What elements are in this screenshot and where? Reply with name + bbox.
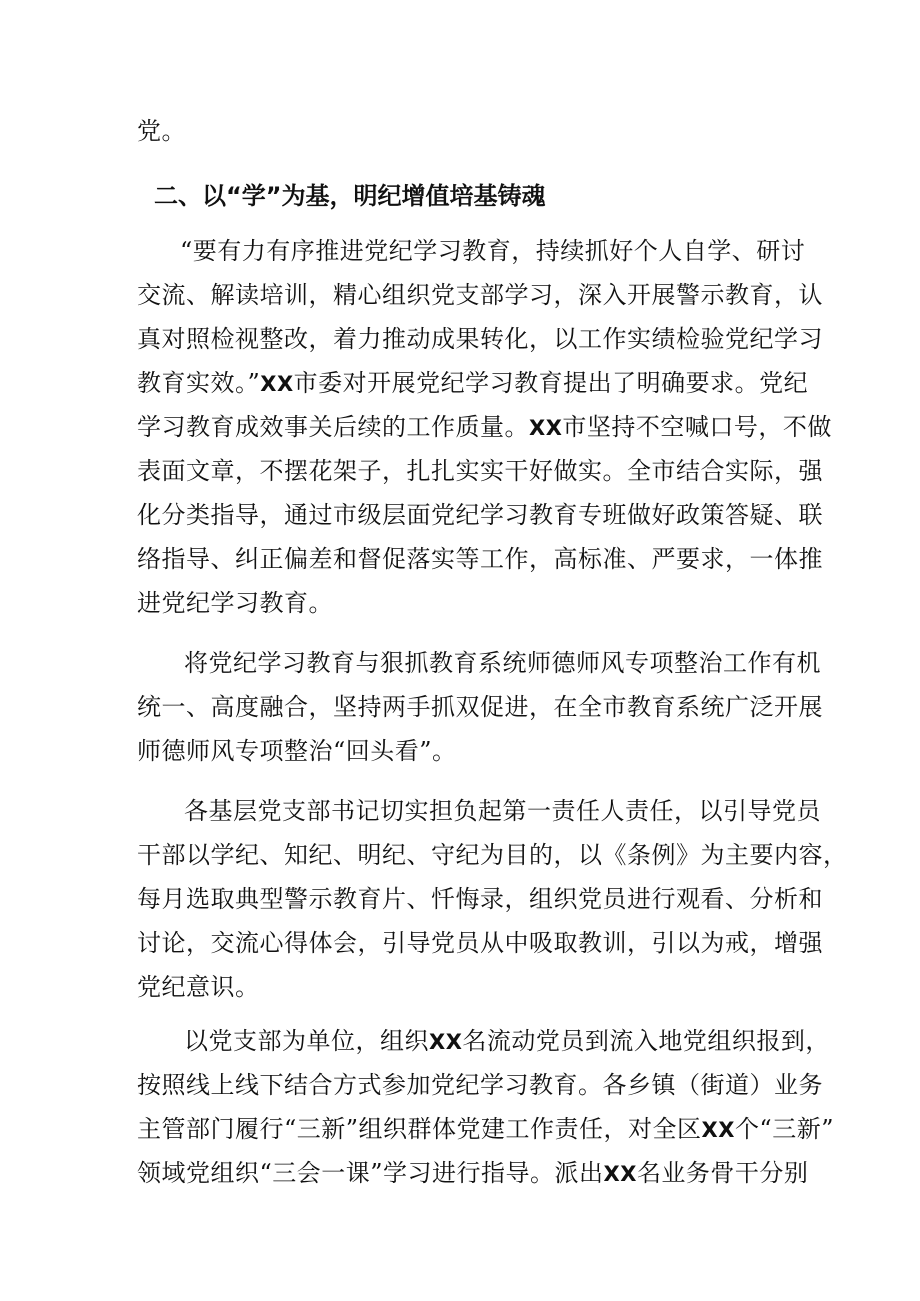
paragraph-line: 统一、高度融合，坚持两手抓双促进，在全市教育系统广泛开展 [137, 693, 823, 721]
paragraph-line: 进党纪学习教育。 [137, 589, 333, 617]
paragraph-line: 教育实效。”XX市委对开展党纪学习教育提出了明确要求。党纪 [137, 369, 809, 397]
paragraph-line: 师德师风专项整治“回头看”。 [137, 737, 457, 765]
paragraph-line: 化分类指导，通过市级层面党纪学习教育专班做好政策答疑、联 [137, 501, 823, 529]
paragraph-line: 交流、解读培训，精心组织党支部学习，深入开展警示教育，认 [137, 281, 823, 309]
paragraph-line: 以党支部为单位，组织XX名流动党员到流入地党组织报到， [184, 1027, 830, 1055]
paragraph-line: 领域党组织“三会一课”学习进行指导。派出XX名业务骨干分别 [137, 1159, 809, 1187]
carryover-line: 党。 [137, 117, 186, 145]
paragraph-line: 讨论，交流心得体会，引导党员从中吸取教训，引以为戒，增强 [137, 929, 823, 957]
paragraph-line: “要有力有序推进党纪学习教育，持续抓好个人自学、研讨 [180, 237, 806, 265]
placeholder-xx: XX [529, 416, 563, 440]
placeholder-xx: XX [603, 1162, 637, 1186]
paragraph-line: 将党纪学习教育与狠抓教育系统师德师风专项整治工作有机 [184, 649, 821, 677]
paragraph-line: 每月选取典型警示教育片、忏悔录，组织党员进行观看、分析和 [137, 885, 823, 913]
paragraph-line: 真对照检视整改，着力推动成果转化，以工作实绩检验党纪学习 [137, 325, 823, 353]
paragraph-line: 主管部门履行“三新”组织群体党建工作责任，对全区XX个“三新” [137, 1115, 834, 1143]
placeholder-xx: XX [701, 1118, 735, 1142]
placeholder-xx: XX [260, 372, 294, 396]
paragraph-line: 党纪意识。 [137, 973, 260, 1001]
placeholder-xx: XX [429, 1030, 463, 1054]
paragraph-line: 络指导、纠正偏差和督促落实等工作，高标准、严要求，一体推 [137, 545, 823, 573]
paragraph-line: 表面文章，不摆花架子，扎扎实实干好做实。全市结合实际，强 [137, 457, 823, 485]
paragraph-line: 干部以学纪、知纪、明纪、守纪为目的，以《条例》为主要内容， [137, 841, 848, 869]
paragraph-line: 学习教育成效事关后续的工作质量。XX市坚持不空喊口号，不做 [137, 413, 832, 441]
section-heading: 二、以“学”为基，明纪增值培基铸魂 [154, 182, 546, 210]
paragraph-line: 各基层党支部书记切实担负起第一责任人责任，以引导党员 [184, 797, 821, 825]
paragraph-line: 按照线上线下结合方式参加党纪学习教育。各乡镇（街道）业务 [137, 1071, 823, 1099]
